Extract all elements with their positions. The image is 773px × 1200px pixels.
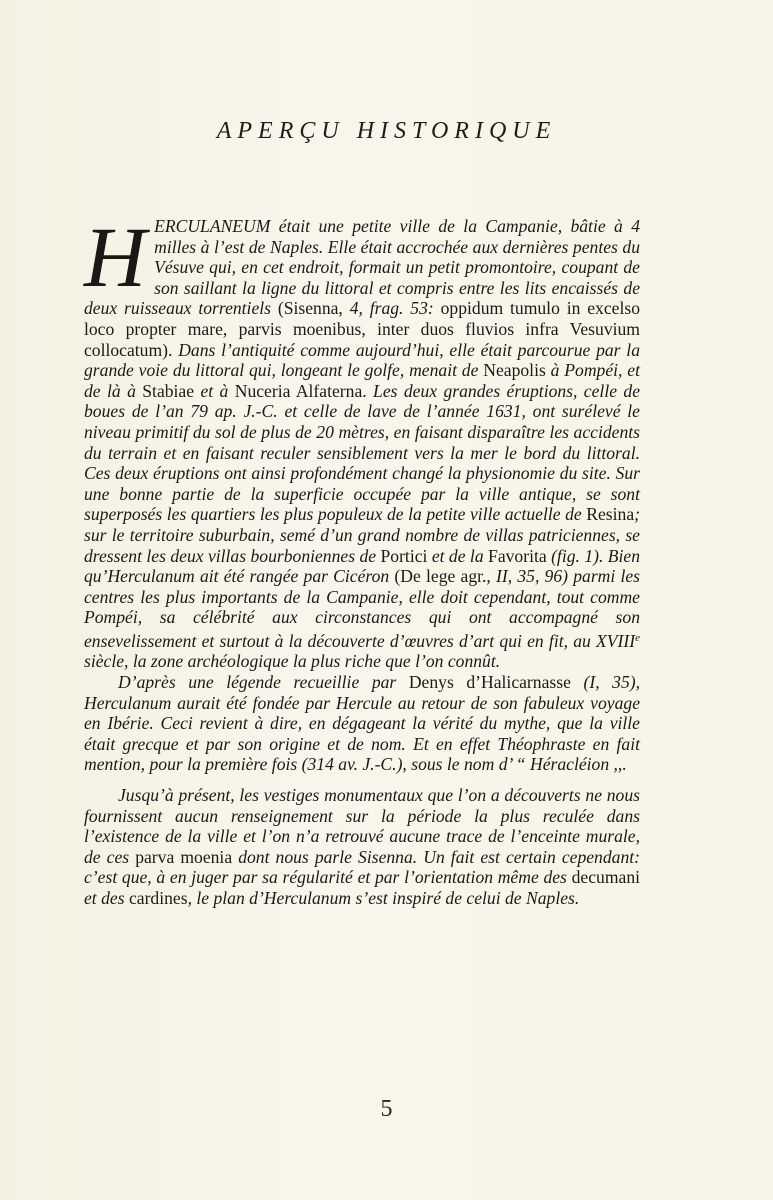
p3-s5: decumani [571, 867, 640, 888]
p1-s12: Les deux grandes éruptions, celle de boues de l’an 79 ap. J.-C. et celle de lave de l’année 1631, ont surélevé le niveau primitif du sol de plus de 20 mètres, en faisant disparaître les accidents du terrain et en faisant reculer sensiblement vers la mer le bord du littoral. Ces deux éruptions ont ainsi profondément changé la physionomie du site. Sur une bonne partie de la superficie occupée par la ville antique, se sont superposés les quartiers les plus populeux de la petite ville actuelle de [84, 380, 641, 525]
drop-cap: H [84, 209, 147, 305]
p1-s14: ; sur le territoire suburbain, semé d’un grand nombre de villas patriciennes, se dressent les deux villas bourboniennes de [84, 504, 640, 566]
p1-s17: Favorita [488, 545, 552, 566]
p1-s10: et à [200, 380, 235, 401]
p1-s8: Pompéi, et de là à [84, 360, 640, 401]
p1-s7: à [550, 360, 565, 381]
p1-s16: et de la [431, 545, 489, 566]
page-title: APERÇU HISTORIQUE [216, 118, 557, 144]
p3-s8: , le plan d’Herculanum s’est inspiré de celui de Naples. [187, 888, 580, 908]
p2-s2: Denys d’Halicarnasse [408, 672, 571, 693]
p2-s1: D’après une légende recueillie par [118, 672, 409, 693]
p1-s1: ERCULANEUM était une petite ville de la Campanie, bâtie à 4 milles à l’est de Naples. Elle était accrochée aux dernières pentes du Vésuve qui, en cet endroit, formait un petit promontoire, coupant de son saillant la ligne du littoral et compris entre les lits encaissés de deux ruisseaux torrentiels [84, 216, 640, 319]
p2-s3: (I, 35), Herculanum aurait été fondée par Hercule au retour de son fabuleux voyage en Ibérie. Ceci revient à dire, en dégageant la vérité du mythe, que la ville était grecque et par son origine et de nom. Et en effet Théophraste en fait mention, pour la première fois (314 av. J.-C.), sous le nom d’ “ Héracléion ,,. [84, 672, 641, 775]
p1-s18: (fig. 1). Bien qu’Herculanum ait été rangée par Cicéron [84, 545, 641, 587]
paragraph-1 [84, 209, 641, 672]
p3-s4: Sisenna. Un fait est certain cependant: c’est que, à en juger par sa régularité et par l’orientation même des [84, 846, 640, 888]
p3-s3: dont nous parle [232, 846, 359, 867]
p1-s15: Portici [380, 545, 432, 566]
page-number: 5 [380, 1096, 393, 1122]
p1-s2: (Sisenna, [277, 298, 350, 319]
p1-s9: Stabiae [142, 380, 201, 401]
p1-s21: e [635, 631, 640, 644]
p1-s22: siècle, la zone archéologique la plus riche que l’on connût. [84, 651, 501, 672]
p1-s11: Nuceria Alfaterna. [234, 380, 374, 401]
text-body [84, 209, 641, 909]
p3-s6: et des [84, 888, 129, 908]
p1-s13: Resina [586, 504, 635, 525]
p1-s6: Neapolis [483, 360, 551, 381]
p1-s20: II, 35, 96) parmi les centres les plus importants de la Campanie, elle doit cependant, tout comme Pompéi, sa célébrité aux circonstances qui ont accompagné son ensevelissement et surtout à la découverte d’œuvres d’art qui en fit, au XVIII [84, 566, 641, 651]
p3-s1: Jusqu’à présent, les vestiges monumentaux que l’on a découverts ne nous fournissent aucun renseignement sur la période la plus reculée dans l’existence de la ville et l’on n’a retrouvé aucune trace de l’enceinte murale, de ces [84, 785, 640, 867]
p1-s19: (De lege agr., [394, 566, 497, 587]
p1-s4: oppidum tumulo in excelso loco propter mare, parvis moenibus, inter duos fluvios infra Vesuvium collocatum). [84, 298, 641, 360]
p3-s2: parva moenia [135, 846, 233, 867]
paragraph-2 [84, 672, 640, 775]
p3-s7: cardines [128, 888, 188, 908]
p1-s3: 4, frag. 53: [349, 298, 434, 319]
paragraph-3 [84, 785, 640, 909]
p1-s5: Dans l’antiquité comme aujourd’hui, elle était parcourue par la grande voie du littoral qui, longeant le golfe, menait de [84, 339, 640, 381]
